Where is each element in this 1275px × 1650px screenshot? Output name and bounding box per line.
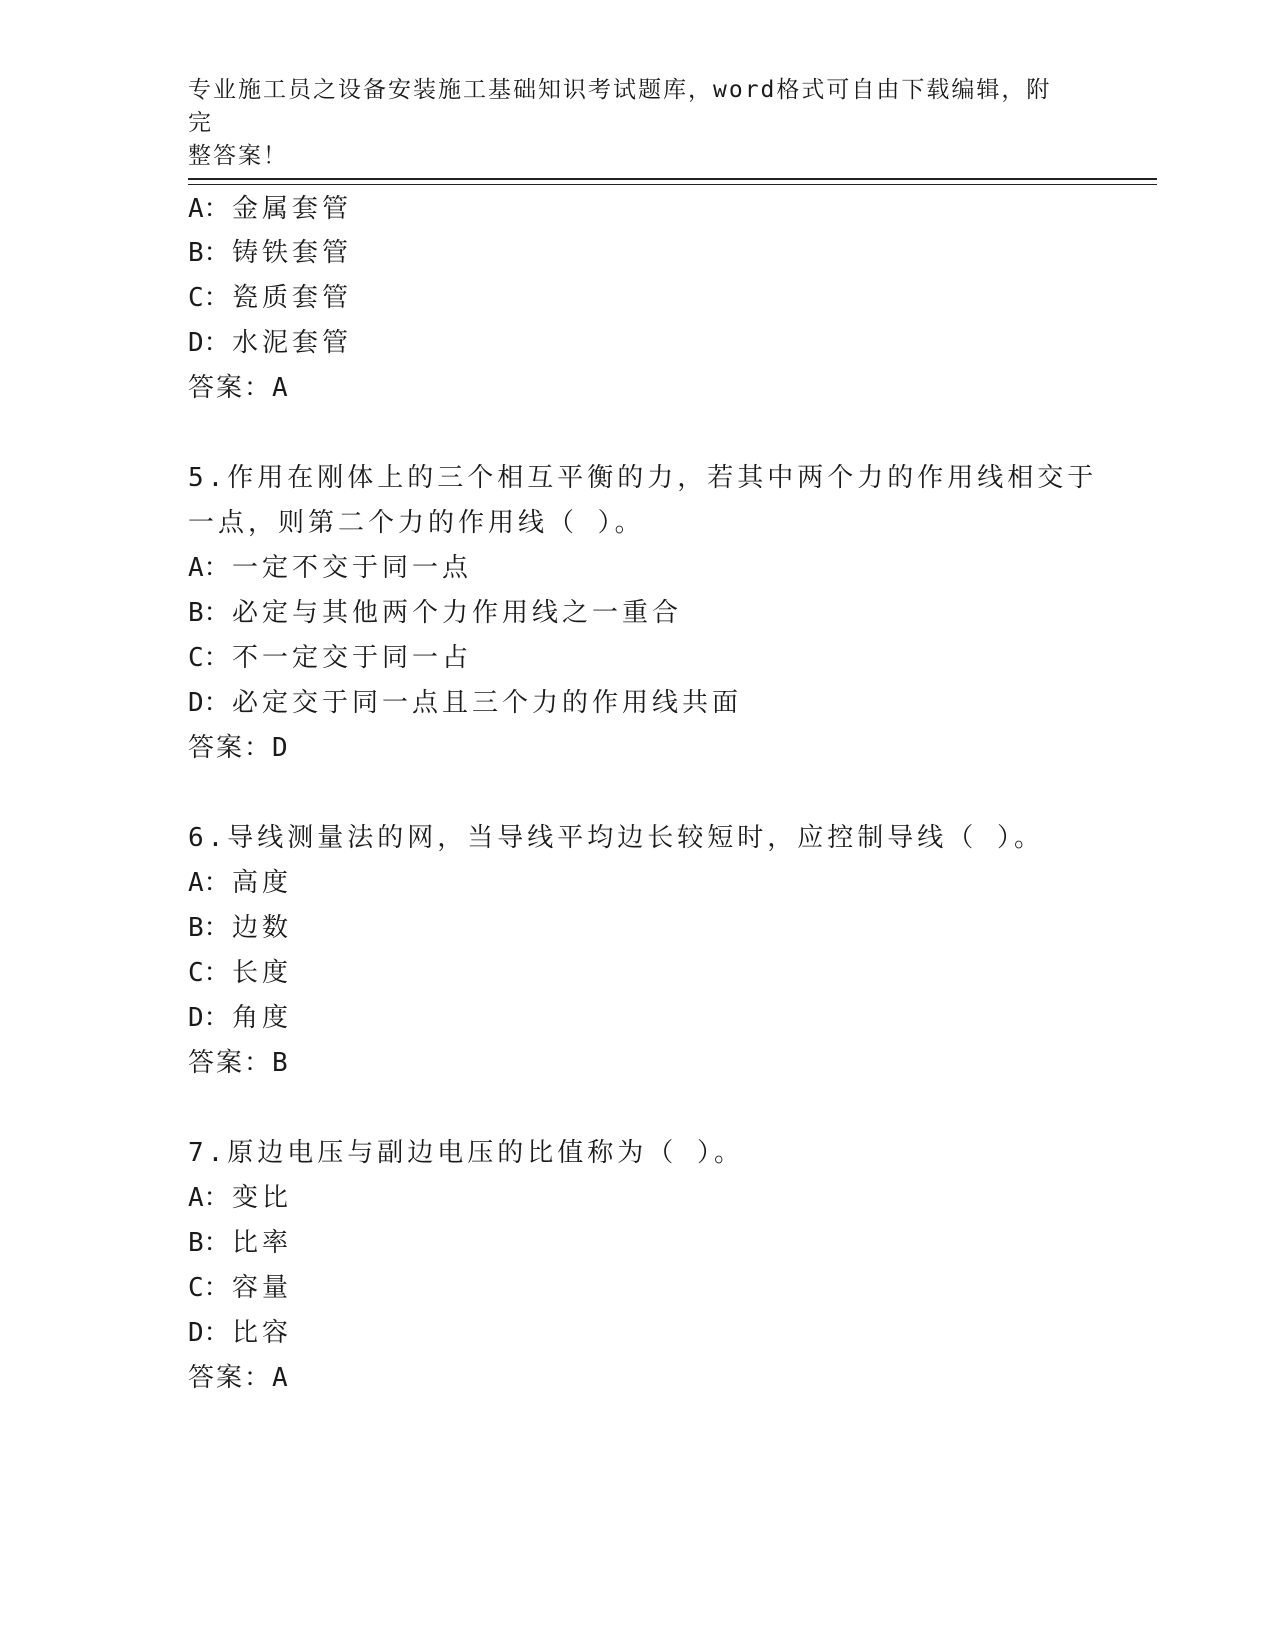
option-text: 必定交于同一点且三个力的作用线共面: [232, 688, 743, 718]
document-header: [188, 74, 1068, 173]
option-key: C：: [188, 643, 230, 673]
option-text: 容量: [232, 1273, 293, 1303]
header-line-1: 专业施工员之设备安装施工基础知识考试题库，word格式可自由下载编辑，附完: [188, 77, 1052, 136]
option-text: 金属套管: [232, 194, 353, 224]
q4-option-c: [188, 281, 352, 315]
q4-answer: 答案：A: [188, 373, 290, 403]
q5-option-c: [188, 641, 472, 675]
q7-option-c: [188, 1271, 292, 1305]
option-key: B：: [188, 598, 230, 628]
q7-answer: 答案：A: [188, 1363, 290, 1393]
q5-option-a: [188, 551, 472, 585]
option-key: C：: [188, 283, 230, 313]
q5-stem-line-1: 5.作用在刚体上的三个相互平衡的力，若其中两个力的作用线相交于: [188, 463, 1098, 493]
q4-option-b: [188, 236, 352, 270]
q6-option-d: [188, 1001, 292, 1035]
option-text: 边数: [232, 913, 293, 943]
q5-stem-line-2: 一点，则第二个力的作用线（ ）。: [188, 508, 645, 538]
q5-answer: 答案：D: [188, 733, 290, 763]
option-text: 瓷质套管: [232, 283, 353, 313]
option-text: 必定与其他两个力作用线之一重合: [232, 598, 683, 628]
option-text: 高度: [232, 868, 293, 898]
option-text: 长度: [232, 958, 293, 988]
option-key: D：: [188, 1003, 230, 1033]
option-key: D：: [188, 1318, 230, 1348]
q4-option-a: [188, 192, 352, 226]
option-text: 水泥套管: [232, 328, 353, 358]
option-key: A：: [188, 1183, 230, 1213]
option-text: 比容: [232, 1318, 293, 1348]
q7-option-d: [188, 1316, 292, 1350]
q4-option-d: [188, 326, 352, 360]
option-key: C：: [188, 958, 230, 988]
option-key: D：: [188, 328, 230, 358]
q6-option-b: [188, 911, 292, 945]
option-key: B：: [188, 913, 230, 943]
q6-answer: 答案：B: [188, 1048, 290, 1078]
option-key: B：: [188, 1228, 230, 1258]
q5-option-b: [188, 596, 682, 630]
q7-option-b: [188, 1226, 292, 1260]
q7-stem-line-1: 7.原边电压与副边电压的比值称为（ ）。: [188, 1138, 744, 1168]
q6-option-c: [188, 956, 292, 990]
option-key: A：: [188, 868, 230, 898]
option-key: B：: [188, 238, 230, 268]
option-text: 铸铁套管: [232, 238, 353, 268]
q5-option-d: [188, 686, 742, 720]
option-key: C：: [188, 1273, 230, 1303]
option-key: A：: [188, 194, 230, 224]
option-text: 变比: [232, 1183, 293, 1213]
header-rule-thin: [188, 184, 1157, 185]
option-text: 不一定交于同一占: [232, 643, 473, 673]
header-rule-thick: [188, 178, 1157, 180]
option-text: 角度: [232, 1003, 293, 1033]
q6-option-a: [188, 866, 292, 900]
option-key: A：: [188, 553, 230, 583]
header-line-2: 整答案！: [188, 143, 288, 169]
option-text: 比率: [232, 1228, 293, 1258]
q7-option-a: [188, 1181, 292, 1215]
q6-stem-line-1: 6.导线测量法的网，当导线平均边长较短时，应控制导线（ ）。: [188, 823, 1044, 853]
option-key: D：: [188, 688, 230, 718]
option-text: 一定不交于同一点: [232, 553, 473, 583]
